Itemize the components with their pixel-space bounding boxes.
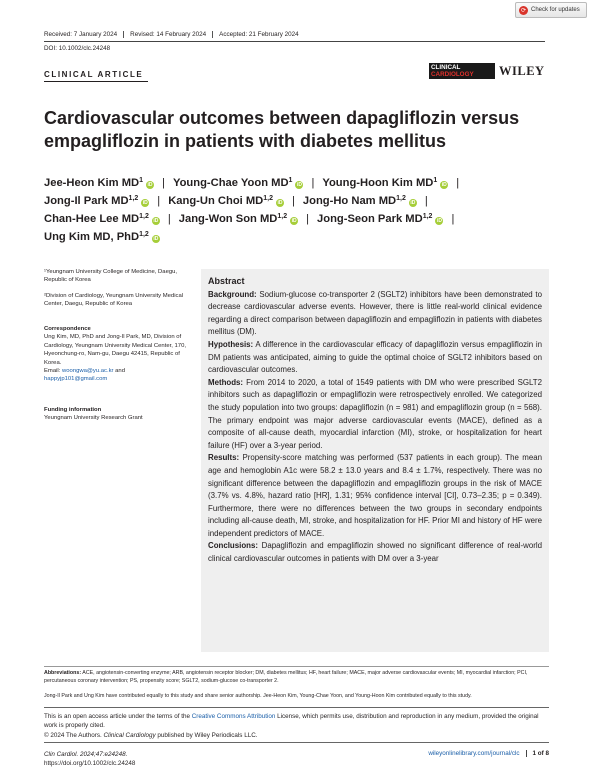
funding [44,406,194,423]
article-dates [44,31,311,38]
abstract-results: Results: Propensity-score matching was performed (537 patients in each group). The mean age and hemoglobin A1c were 58.2 ± 13.0 years and 8.4 ± 1.7%, respectively. There was no significant difference between the dapagliflozin and empagliflozin groups in the risk of MACE (3.7% vs. 4.8%, hazard ratio [HR], 1.31; 95% confidence interval [CI], 0.73–2.35; p = 0.349). Furthermore, there were no differences between the two groups in secondary endpoints including all-cause death, MI, stroke, and hospitalization for HF. Prior MI and history of HF were independent predictors of MACE. [208,453,542,538]
article-type: CLINICAL ARTICLE [44,70,144,79]
correspondence-header: Correspondence [44,326,91,332]
article-type-underline [44,81,148,82]
contribution-note: Jong-Il Park and Ung Kim have contributed equally to this study and share senior authorship. Jee-Heon Kim, Young-Chae Yoon, and Young-Hoon Kim contributed equally to this study. [44,693,472,699]
author[interactable]: Jang-Won Son MD$^{1,2}$iD [178,213,297,226]
author[interactable]: Jong-Ho Nam MD$^{1,2}$iD [302,195,416,208]
affiliation-2: ²Division of Cardiology, Yeungnam University Medical Center, Daegu, Republic of Korea [44,293,184,308]
footer-citation [44,750,135,768]
footnote-divider [44,666,549,667]
author[interactable]: Jong-Seon Park MD$^{1,2}$iD [317,213,442,226]
author[interactable]: Young-Chae Yoon $MD^1iD$ [172,177,302,189]
orcid-icon[interactable]: iD [441,182,447,188]
check-for-updates-label: Check for updates [531,7,580,13]
doi-url[interactable]: https://doi.org/10.1002/clc.24248 [44,760,136,767]
journal-logo-line2: CARDIOLOGY [431,71,474,78]
license-divider [44,707,549,708]
author[interactable]: Young-Hoon Kim $MD^1iD$ [322,177,447,189]
orcid-icon[interactable]: iD [147,182,153,188]
header-divider [44,41,545,42]
correspondence-email: Email: woongwa@yu.ac.kr and happyjp101@gmail.com [44,368,125,383]
author[interactable]: Ung Kim MD, PhD$^{1,2}$iD [44,231,159,244]
orcid-icon[interactable]: iD [153,218,159,225]
journal-logo [429,63,495,79]
doi: DOI: 10.1002/clc.24248 [44,45,111,52]
funding-header: Funding information [44,407,102,413]
license-text: This is an open access article under the terms of the Creative Commons Attribution License, which permits use, distribution and reproduction in any medium, provided the original work is properly cited. © 2024 The Authors. Clinical Cardiology published by Wiley Periodicals LLC. [44,713,539,739]
abstract-heading: Abstract [208,276,245,286]
article-title: Cardiovascular outcomes between dapagliflozin versus empagliflozin in patients with diabetes mellitus [44,108,520,151]
citation-text: Clin Cardiol. 2024;47:e24248. [44,751,128,758]
journal-logo-line1: CLINICAL [431,64,461,71]
abstract-methods: Methods: From 2014 to 2020, a total of 1549 patients with DM who were prescribed SGLT2 inhibitors such as dapagliflozin or empagliflozin were retrospectively enrolled. We categorized the study population into two groups: dapagliflozin (n = 981) and empagliflozin group (n = 568). The primary endpoint was major adverse cardiovascular events (MACE), defined as a composite of all-cause death, myocardial infarction (MI), stroke, or hospitalization for heart failure (HF) over a 3-year period. [208,377,542,450]
abstract-box [201,269,549,652]
page-number: 1 of 8 [526,750,549,757]
received-date: Received: 7 January 2024 [44,31,124,38]
email-link[interactable]: happyjp101@gmail.com [44,376,108,383]
correspondence-text: Ung Kim, MD, PhD and Jong-Il Park, MD, Division of Cardiology, Yeungnam University Medical Center, 170, Hyeonchung-ro, Nam-gu, Daegu 42415, Republic of Korea. [44,334,186,366]
cc-license-link[interactable]: Creative Commons Attribution [191,713,276,720]
footer-divider [44,742,549,743]
author[interactable]: Chan-Hee Lee MD$^{1,2}$iD [44,213,159,226]
orcid-icon[interactable]: iD [291,218,297,225]
author[interactable]: Kang-Un Choi MD$^{1,2}$iD [168,195,283,208]
orcid-icon[interactable]: iD [296,182,302,188]
author-list: Jee-Heon Kim $MD^1iD$ | Young-Chae Yoon $MD^1iD$ | Young-Hoon Kim $MD^1iD$ | Jong-Il Park MD$^{1,2}$iD | Kang-Un Choi MD$^{1,2}$iD | Jong-Ho Nam MD$^{1,2}$iD | Chan-Hee Lee MD$^{1,2}$iD | Jang-Won Son MD$^{1,2}$iD | Jong-Seon Park MD$^{1,2}$iD | Ung Kim MD, PhD$^{1,2}$iD [44,177,460,244]
funding-text: Yeungnam University Research Grant [44,415,143,422]
correspondence [44,325,194,384]
update-icon: ⟳ [520,7,527,14]
affiliation-1: ¹Yeungnam University College of Medicine, Daegu, Republic of Korea [44,269,178,284]
abstract-conclusions: Conclusions: Dapagliflozin and empagliflozin showed no significant difference of real-world clinical cardiovascular outcomes in patients with DM over a 3-year [208,541,542,564]
publisher-logo: WILEY [499,64,545,78]
footer-right [428,750,549,757]
orcid-icon[interactable]: iD [153,236,159,243]
journal-url-link[interactable]: wileyonlinelibrary.com/journal/clc [428,750,520,757]
orcid-icon[interactable]: iD [277,200,283,207]
email-link[interactable]: woongwa@yu.ac.kr [62,368,114,375]
accepted-date: Accepted: 21 February 2024 [219,31,299,38]
abbreviations: Abbreviations: ACE, angiotensin-converting enzyme; ARB, angiotensin receptor blocker; DM, diabetes mellitus; HF, heart failure; MACE, major adverse cardiovascular events; MI, myocardial infarction; PCI, percutaneous coronary intervention; PS, propensity score; SGLT2, sodium-glucose co-transporter 2. [44,670,528,684]
orcid-icon[interactable]: iD [436,218,442,225]
orcid-icon[interactable]: iD [142,200,148,207]
orcid-icon[interactable]: iD [410,200,416,207]
author[interactable]: Jong-Il Park MD$^{1,2}$iD [44,195,148,208]
revised-date: Revised: 14 February 2024 [130,31,213,38]
abstract-background: Background: Sodium-glucose co-transporter 2 (SGLT2) inhibitors have been demonstrated to decrease cardiovascular adverse events. However, there is little real-world clinical evidence regarding a direct comparison between dapagliflozin and empagliflozin in patients with diabetes mellitus (DM). [208,289,542,337]
abstract-hypothesis: Hypothesis: A difference in the cardiovascular efficacy of dapagliflozin versus empagliflozin in DM patients was anticipated, aiming to guide the optimal choice of SGLT2 inhibitors based on cardiovascular outcomes. [208,339,542,375]
author[interactable]: Jee-Heon Kim $MD^1iD$ [44,177,153,189]
check-for-updates-button[interactable] [515,2,587,18]
